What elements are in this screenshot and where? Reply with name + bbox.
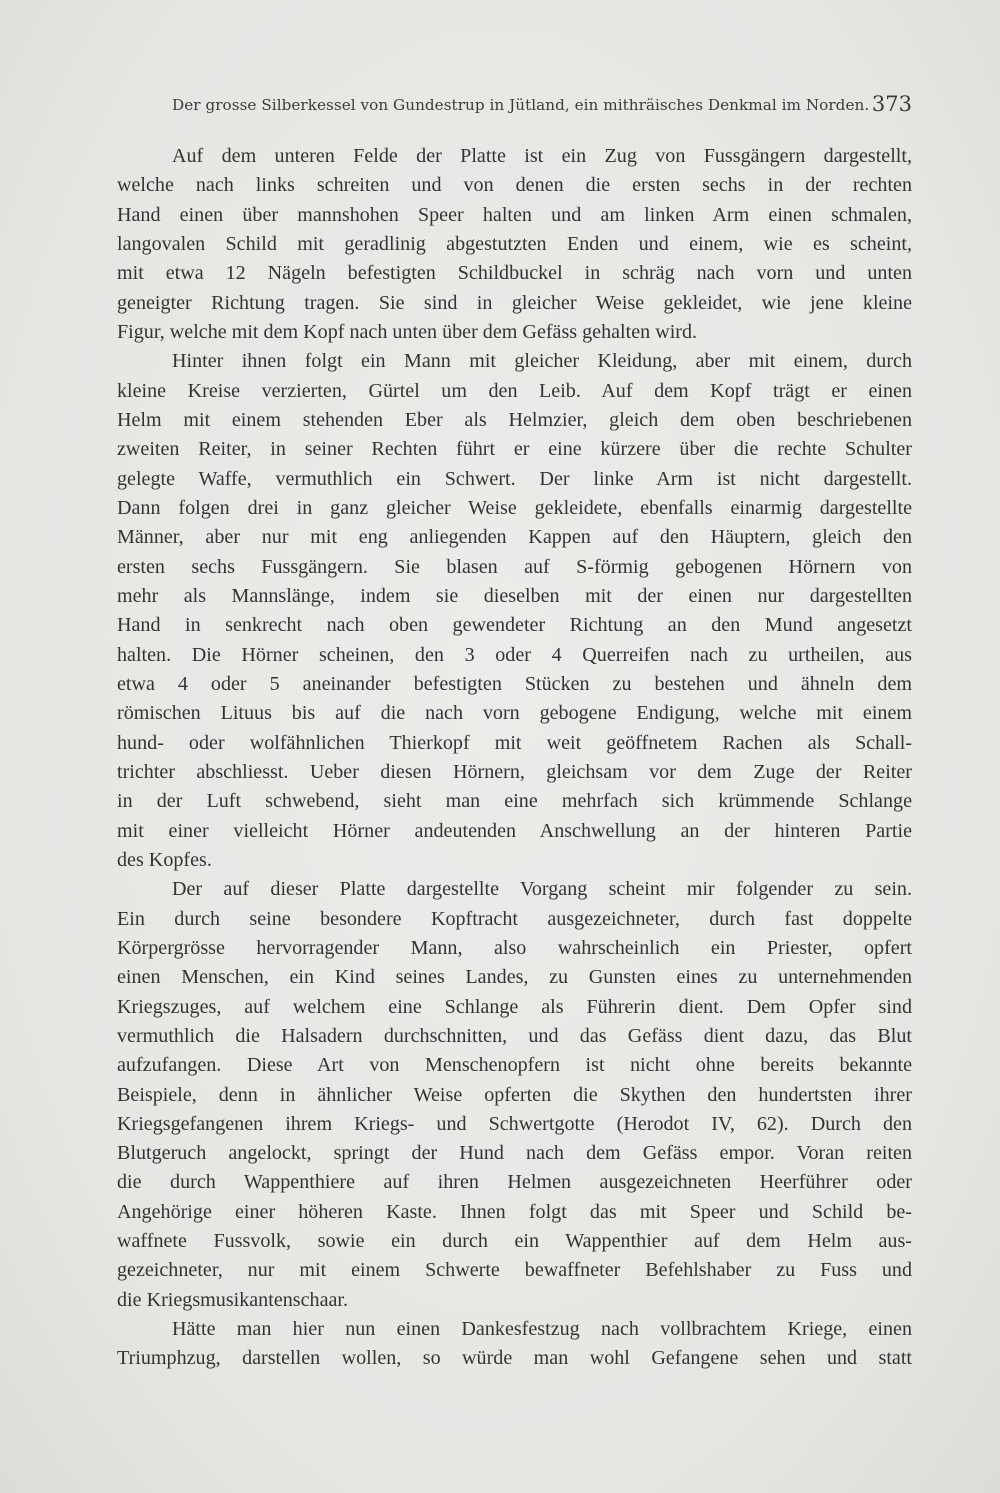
page-number: 373 (871, 92, 912, 116)
text-line: aufzufangen. Diese Art von Menschenopfern ist nicht ohne bereits bekannte (117, 1054, 912, 1077)
text-line: kleine Kreise verzierten, Gürtel um den Leib. Auf dem Kopf trägt er einen (117, 379, 912, 402)
text-line: etwa 4 oder 5 aneinander befestigten Stücken zu bestehen und ähneln dem (117, 672, 912, 695)
text-line: in der Luft schwebend, sieht man eine mehrfach sich krümmende Schlange (117, 790, 912, 813)
text-line: Figur, welche mit dem Kopf nach unten über dem Gefäss gehalten wird. (117, 320, 698, 343)
text-line: gezeichneter, nur mit einem Schwerte bewaffneter Befehlshaber zu Fuss und (117, 1259, 912, 1282)
body-text (117, 142, 912, 1374)
text-line: Kriegsgefangenen ihrem Kriegs- und Schwertgotte (Herodot IV, 62). Durch den (117, 1112, 912, 1135)
text-line: Helm mit einem stehenden Eber als Helmzier, gleich dem oben beschriebenen (117, 408, 912, 431)
text-line: vermuthlich die Halsadern durchschnitten, und das Gefäss dient dazu, das Blut (117, 1024, 912, 1047)
text-line: Kriegszuges, auf welchem eine Schlange als Führerin dient. Dem Opfer sind (117, 995, 912, 1018)
text-line: Beispiele, denn in ähnlicher Weise opferten die Skythen den hundertsten ihrer (117, 1083, 912, 1106)
text-line: des Kopfes. (117, 848, 212, 871)
text-line: die Kriegsmusikantenschaar. (117, 1288, 349, 1311)
text-line: halten. Die Hörner scheinen, den 3 oder 4 Querreifen nach zu urtheilen, aus (117, 643, 912, 666)
text-line: mehr als Mannslänge, indem sie dieselben mit der einen nur dargestellten (117, 584, 912, 607)
text-line: römischen Lituus bis auf die nach vorn gebogene Endigung, welche mit einem (117, 702, 912, 725)
text-line: Männer, aber nur mit eng anliegenden Kappen auf den Häuptern, gleich den (117, 526, 912, 549)
text-line: langovalen Schild mit geradlinig abgestutzten Enden und einem, wie es scheint, (117, 232, 912, 255)
text-line: einen Menschen, ein Kind seines Landes, zu Gunsten eines zu unternehmenden (117, 966, 912, 989)
text-line: Hätte man hier nun einen Dankesfestzug nach vollbrachtem Kriege, einen (172, 1318, 912, 1341)
text-line: Hand einen über mannshohen Speer halten und am linken Arm einen schmalen, (117, 203, 912, 226)
text-line: zweiten Reiter, in seiner Rechten führt er eine kürzere über die rechte Schulter (117, 438, 912, 461)
text-line: Hinter ihnen folgt ein Mann mit gleicher Kleidung, aber mit einem, durch (172, 350, 912, 373)
text-line: waffnete Fussvolk, sowie ein durch ein Wappenthier auf dem Helm aus- (117, 1230, 912, 1253)
text-line: Ein durch seine besondere Kopftracht ausgezeichneter, durch fast doppelte (117, 907, 912, 930)
text-line: geneigter Richtung tragen. Sie sind in gleicher Weise gekleidet, wie jene kleine (117, 291, 912, 314)
text-line: Triumphzug, darstellen wollen, so würde man wohl Gefangene sehen und statt (117, 1347, 912, 1370)
text-line: welche nach links schreiten und von denen die ersten sechs in der rechten (117, 174, 912, 197)
text-line: trichter abschliesst. Ueber diesen Hörnern, gleichsam vor dem Zuge der Reiter (117, 760, 912, 783)
running-head (172, 92, 912, 122)
text-line: mit einer vielleicht Hörner andeutenden Anschwellung an der hinteren Partie (117, 819, 912, 842)
running-title: Der grosse Silberkessel von Gundestrup in Jütland, ein mithräisches Denkmal im Norden. (172, 96, 870, 114)
text-line: Hand in senkrecht nach oben gewendeter Richtung an den Mund angesetzt (117, 614, 912, 637)
text-line: die durch Wappenthiere auf ihren Helmen ausgezeichneten Heerführer oder (117, 1171, 912, 1194)
text-line: Blutgeruch angelockt, springt der Hund nach dem Gefäss empor. Voran reiten (117, 1142, 912, 1165)
text-line: Dann folgen drei in ganz gleicher Weise gekleidete, ebenfalls einarmig dargestellte (117, 496, 912, 519)
text-line: Auf dem unteren Felde der Platte ist ein Zug von Fussgängern dargestellt, (172, 145, 912, 167)
text-line: gelegte Waffe, vermuthlich ein Schwert. Der linke Arm ist nicht dargestellt. (117, 467, 912, 490)
text-line: Körpergrösse hervorragender Mann, also wahrscheinlich ein Priester, opfert (117, 936, 912, 959)
text-line: mit etwa 12 Nägeln befestigten Schildbuckel in schräg nach vorn und unten (117, 262, 912, 285)
text-line: hund- oder wolfähnlichen Thierkopf mit weit geöffnetem Rachen als Schall- (117, 731, 912, 754)
text-line: Der auf dieser Platte dargestellte Vorgang scheint mir folgender zu sein. (172, 878, 912, 901)
text-line: Angehörige einer höheren Kaste. Ihnen folgt das mit Speer und Schild be- (117, 1200, 912, 1223)
text-line: ersten sechs Fussgängern. Sie blasen auf S-förmig gebogenen Hörnern von (117, 555, 912, 578)
